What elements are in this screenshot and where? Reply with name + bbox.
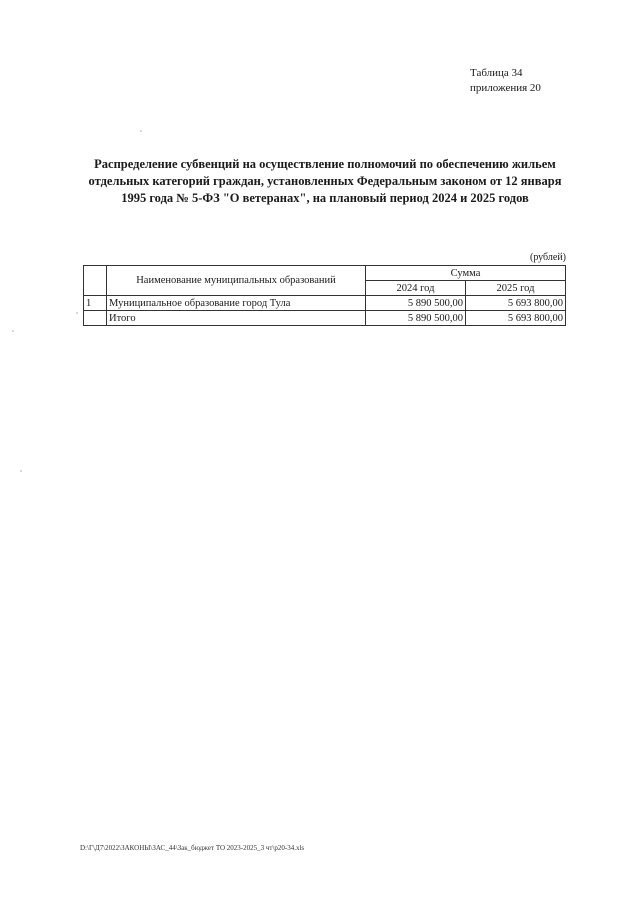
header-year-2025: 2025 год (466, 281, 566, 296)
total-number (84, 311, 107, 326)
header-year-2024: 2024 год (366, 281, 466, 296)
units-label: (рублей) (529, 252, 566, 263)
total-value-2025: 5 693 800,00 (466, 311, 566, 326)
table-reference (470, 66, 541, 96)
row-number: 1 (84, 296, 107, 311)
title-line-2: отдельных категорий граждан, установленных Федеральным законом от 12 января (88, 174, 562, 188)
table-row (84, 296, 566, 311)
total-label: Итого (107, 311, 366, 326)
subsidy-table (83, 265, 566, 326)
total-value-2024: 5 890 500,00 (366, 311, 466, 326)
scan-speck (76, 312, 78, 314)
row-name: Муниципальное образование город Тула (107, 296, 366, 311)
document-title (60, 156, 590, 207)
file-path-footer: D:\Г\Д7\2022\ЗАКОНЫ\ЗАС_44\Зак_бюджет ТО 2023-2025_3 чт\р20-34.xls (80, 844, 305, 852)
table-number: Таблица 34 (470, 67, 523, 79)
header-number (84, 266, 107, 296)
scan-speck (20, 470, 22, 472)
header-sum: Сумма (366, 266, 566, 281)
table-total-row (84, 311, 566, 326)
title-line-3: 1995 года № 5-ФЗ "О ветеранах", на плановый период 2024 и 2025 годов (121, 191, 529, 205)
row-value-2024: 5 890 500,00 (366, 296, 466, 311)
header-municipality: Наименование муниципальных образований (107, 266, 366, 296)
table-header-row (84, 266, 566, 281)
title-line-1: Распределение субвенций на осуществление полномочий по обеспечению жильем (94, 157, 556, 171)
scan-speck (140, 130, 142, 132)
appendix-number: приложения 20 (470, 82, 541, 94)
row-value-2025: 5 693 800,00 (466, 296, 566, 311)
scan-speck (12, 330, 14, 332)
